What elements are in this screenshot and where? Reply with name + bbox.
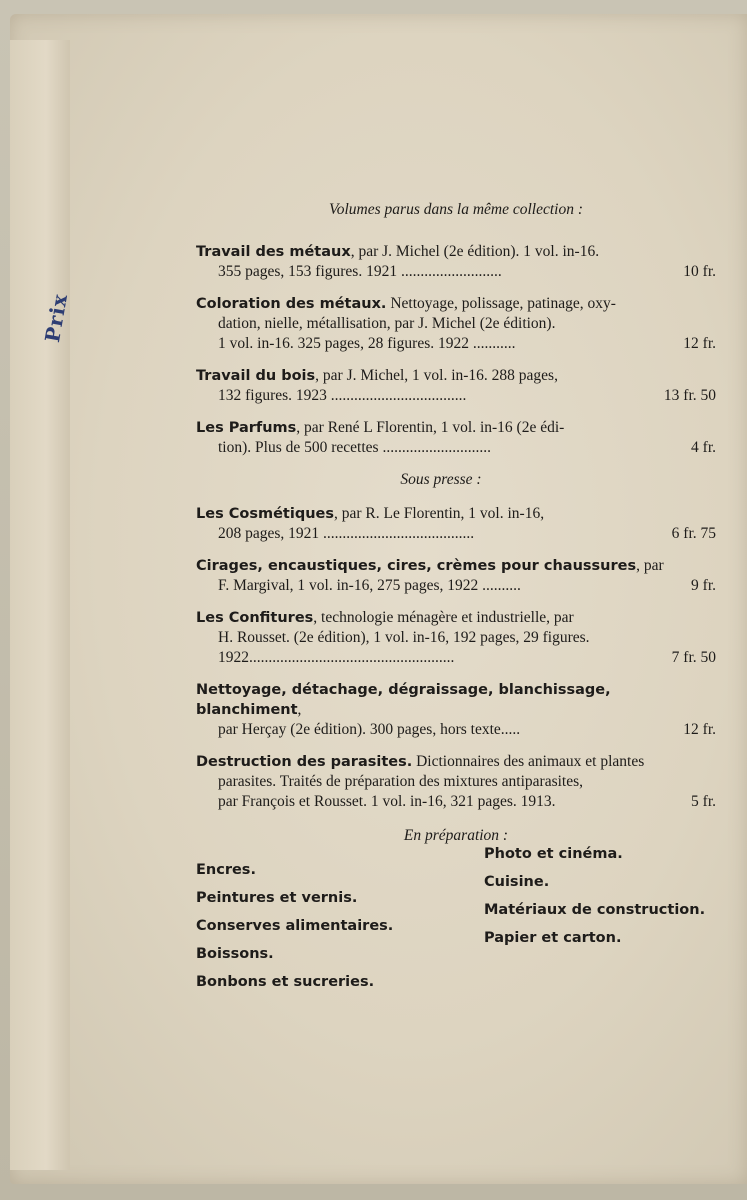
- catalog-entry: [196, 294, 716, 354]
- published-list: [196, 242, 716, 458]
- entry-price: 13 fr. 50: [663, 387, 716, 404]
- entry-line: 1 vol. in-16. 325 pages, 28 figures. 1922 ...........: [218, 335, 516, 352]
- entry-price: 10 fr.: [683, 263, 716, 280]
- catalog-entry: [196, 242, 716, 282]
- entry-description: , par: [636, 557, 664, 574]
- sous-presse-label: Sous presse :: [400, 471, 482, 488]
- catalog-entry: [196, 556, 716, 596]
- entry-first-line: [196, 752, 716, 772]
- entry-price: 6 fr. 75: [671, 525, 716, 542]
- entry-description: , par J. Michel (2e édition). 1 vol. in-16.: [350, 243, 600, 260]
- entry-first-line: [196, 680, 716, 720]
- book-spine: [10, 40, 73, 1170]
- entry-title: Les Confitures: [196, 610, 314, 626]
- prep-item: Conserves alimentaires.: [196, 918, 394, 934]
- entry-last-line: [196, 438, 716, 458]
- prep-item: Matériaux de construction.: [484, 902, 706, 918]
- entry-last-line: [196, 576, 716, 596]
- entry-first-line: [196, 242, 716, 262]
- sous-presse-list: [196, 504, 716, 812]
- entry-line: dation, nielle, métallisation, par J. Michel (2e édition).: [218, 315, 556, 332]
- entry-price: 12 fr.: [683, 335, 716, 352]
- entry-first-line: [196, 608, 716, 628]
- entry-line: 1922.....................................................: [218, 649, 455, 666]
- prep-item: Cuisine.: [484, 874, 550, 890]
- entry-title: Nettoyage, détachage, dégraissage, blanchissage, blanchiment: [196, 682, 611, 718]
- entry-first-line: [196, 366, 716, 386]
- catalog-entry: [196, 608, 716, 668]
- entry-line: par François et Rousset. 1 vol. in-16, 321 pages. 1913.: [218, 793, 556, 810]
- entry-line: H. Rousset. (2e édition), 1 vol. in-16, 192 pages, 29 figures.: [218, 629, 590, 646]
- catalog-entry: [196, 752, 716, 812]
- entry-last-line: [196, 262, 716, 282]
- entry-description: ,: [297, 701, 302, 718]
- entry-price: 9 fr.: [691, 577, 716, 594]
- prep-item: Bonbons et sucreries.: [196, 974, 375, 990]
- entry-description: Nettoyage, polissage, patinage, oxy-: [386, 295, 616, 312]
- entry-title: Destruction des parasites.: [196, 754, 413, 770]
- en-preparation-label: En préparation :: [403, 827, 509, 844]
- entry-last-line: [196, 648, 716, 668]
- entry-price: 7 fr. 50: [671, 649, 716, 666]
- entry-last-line: [196, 792, 716, 812]
- entry-first-line: [196, 418, 716, 438]
- spine-stamp: Prix: [40, 291, 73, 345]
- entry-line: 355 pages, 153 figures. 1921 ..........................: [218, 263, 502, 280]
- en-preparation-grid: [196, 846, 716, 1000]
- entry-last-line: [196, 524, 716, 544]
- entry-last-line: [196, 334, 716, 354]
- entry-title: Les Parfums: [196, 420, 297, 436]
- entry-line: 208 pages, 1921 .......................................: [218, 525, 475, 542]
- page-content: [196, 200, 716, 1000]
- prep-item: Encres.: [196, 862, 256, 878]
- entry-line: F. Margival, 1 vol. in-16, 275 pages, 1922 ..........: [218, 577, 521, 594]
- entry-description: , par R. Le Florentin, 1 vol. in-16,: [334, 505, 545, 522]
- entry-price: 4 fr.: [691, 439, 716, 456]
- catalog-entry: [196, 504, 716, 544]
- entry-last-line: [196, 386, 716, 406]
- entry-description: , par J. Michel, 1 vol. in-16. 288 pages,: [315, 367, 558, 384]
- entry-price: 12 fr.: [683, 721, 716, 738]
- prep-item: Boissons.: [196, 946, 274, 962]
- prep-item: Peintures et vernis.: [196, 890, 358, 906]
- entry-first-line: [196, 504, 716, 524]
- entry-title: Travail des métaux: [196, 244, 351, 260]
- prep-right-column: [484, 844, 716, 1000]
- entry-description: Dictionnaires des animaux et plantes: [412, 753, 645, 770]
- prep-item: Papier et carton.: [484, 930, 622, 946]
- entry-line: par Herçay (2e édition). 300 pages, hors texte.....: [218, 721, 521, 738]
- page-heading: Volumes parus dans la même collection :: [329, 201, 583, 218]
- entry-title: Travail du bois: [196, 368, 316, 384]
- entry-title: Les Cosmétiques: [196, 506, 334, 522]
- entry-last-line: [196, 720, 716, 740]
- entry-first-line: [196, 556, 716, 576]
- entry-line: tion). Plus de 500 recettes ............................: [218, 439, 491, 456]
- catalog-entry: [196, 366, 716, 406]
- entry-price: 5 fr.: [691, 793, 716, 810]
- entry-first-line: [196, 294, 716, 314]
- catalog-entry: [196, 418, 716, 458]
- entry-title: Coloration des métaux.: [196, 296, 387, 312]
- entry-title: Cirages, encaustiques, cires, crèmes pour chaussures: [196, 558, 637, 574]
- entry-line: 132 figures. 1923 ...................................: [218, 387, 467, 404]
- prep-item: Photo et cinéma.: [484, 846, 623, 862]
- entry-description: , technologie ménagère et industrielle, par: [313, 609, 574, 626]
- entry-description: , par René L Florentin, 1 vol. in-16 (2e édi-: [296, 419, 565, 436]
- prep-left-column: [196, 860, 484, 1000]
- entry-line: parasites. Traités de préparation des mixtures antiparasites,: [218, 773, 584, 790]
- catalog-entry: [196, 680, 716, 740]
